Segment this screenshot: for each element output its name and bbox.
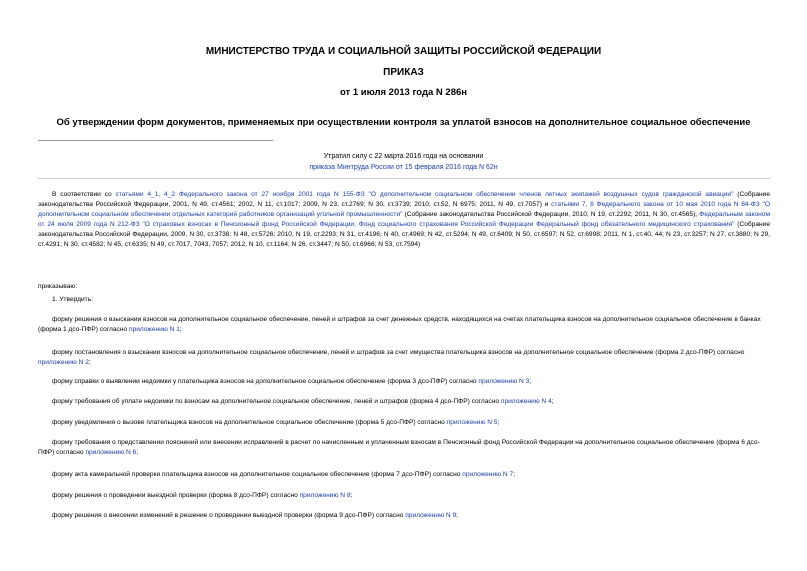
appendix-link[interactable]: приложению N 3 bbox=[478, 378, 530, 385]
divider bbox=[38, 178, 770, 179]
form-text: форму акта камеральной проверки плательщика взносов на дополнительное социальное обеспечение (форма 7 дсо-ПФР) согласно bbox=[52, 471, 463, 478]
repeal-note-link-line bbox=[0, 164, 807, 171]
form-item bbox=[38, 491, 770, 501]
form-item bbox=[38, 377, 770, 387]
appendix-link[interactable]: приложению N 8 bbox=[299, 492, 351, 499]
repeal-note: Утратил силу с 22 марта 2016 года на основании bbox=[323, 153, 484, 160]
form-item bbox=[38, 438, 770, 458]
appendix-link[interactable]: приложению N 2 bbox=[38, 359, 89, 366]
form-end: ; bbox=[551, 398, 554, 405]
form-item bbox=[38, 348, 770, 368]
form-text: форму решения о внесении изменений в решение о проведении выездной проверки (форма 9 дсо-ПФР) согласно bbox=[52, 512, 406, 519]
appendix-link[interactable]: приложению N 7 bbox=[462, 471, 514, 478]
form-end: ; bbox=[497, 419, 500, 426]
divider bbox=[38, 140, 273, 141]
form-end: ; bbox=[136, 449, 139, 456]
law-link-212fz[interactable]: Федеральным законом от 24 июля 2009 года N 212-ФЗ "О страховых взносах в Пенсионный фонд Российской Федерации, Фонд социального страхования Российской Федерации Федеральный фонд обязательного медицинского страхования" bbox=[38, 211, 770, 228]
preamble-paragraph bbox=[38, 190, 770, 250]
order-date: от 1 июля 2013 года N 286н bbox=[339, 87, 468, 98]
form-text: форму уведомления о вызове плательщика взносов на дополнительное социальное обеспечение (форма 5 дсо-ПФР) согласно bbox=[52, 419, 447, 426]
appendix-link[interactable]: приложению N 4 bbox=[500, 398, 552, 405]
approve-clause: 1. Утвердить: bbox=[52, 296, 93, 303]
law-link-84fz[interactable]: статьями 7, 8 Федерального закона от 10 мая 2010 года N 84-ФЗ "О дополнительном социальном обеспечении отдельных категорий работников организаций угольной промышленности" bbox=[38, 201, 770, 218]
preamble-text: В соответствии со bbox=[52, 191, 116, 198]
appendix-link[interactable]: приложению N 5 bbox=[446, 419, 498, 426]
preamble-text: (Собрание законодательства Российской Федерации, 2001, N 49, ст.4561; 2002, N 11, ст.1017; 2009, N 23, ст.2769; N 30, ст.3739; 2010, ст.52, N 6975; 2011, N 49, ст.7057) и bbox=[38, 191, 771, 208]
appendix-link[interactable]: приложению N 1 bbox=[129, 326, 180, 333]
form-item bbox=[38, 511, 770, 521]
preamble-text: (Собрание законодательства Российской Федерации, 2009, N 30, ст.3738; N 48, ст.5726; 2010, N 19, ст.2293; N 31, ст.4196; N 40, ст.4969; N 42, ст.5294; N 49, ст.6409; N 50, ст.6597; N 52, ст.6998; 2011, N 1, ст.40, 44; N 23, ст.3257; N 27, ст.3880; N 29, ст.4291; N 30, ст.4582; N 45, ст.6335; N 49, ст.7017, 7043, 7057; 2012, N 10, ст.1164; N 26, ст.3447; N 50, ст.6966; N 53, ст.7594) bbox=[38, 221, 770, 248]
form-text: форму требования о представлении пояснений или внесении исправлений в расчет по начисленным и уплаченным взносам в Пенсионный фонд Российской Федерации на дополнительное социальное обеспечение (форма 6 дсо-ПФР) согласно bbox=[38, 439, 760, 456]
form-end: ; bbox=[88, 359, 91, 366]
document-title: Об утверждении форм документов, применяемых при осуществлении контроля за уплатой взносов на дополнительное социальное обеспечение bbox=[56, 117, 751, 128]
form-item bbox=[38, 418, 770, 428]
form-text: форму справки о выявлении недоимки у плательщика взносов на дополнительное социальное обеспечение (форма 3 дсо-ПФР) согласно bbox=[52, 378, 479, 385]
form-end: ; bbox=[513, 471, 516, 478]
order-heading: ПРИКАЗ bbox=[383, 67, 424, 78]
form-item bbox=[38, 397, 770, 407]
ministry-heading: МИНИСТЕРСТВО ТРУДА И СОЦИАЛЬНОЙ ЗАЩИТЫ РОССИЙСКОЙ ФЕДЕРАЦИИ bbox=[205, 46, 602, 57]
form-end: ; bbox=[456, 512, 458, 519]
order-word: приказываю: bbox=[38, 283, 78, 290]
appendix-link[interactable]: приложению N 9 bbox=[405, 512, 457, 519]
repeal-order-link[interactable]: приказа Минтруда России от 15 февраля 2016 года N 62н bbox=[309, 164, 498, 171]
appendix-link[interactable]: приложению N 6 bbox=[85, 449, 137, 456]
preamble-text: (Собрание законодательства Российской Федерации, 2010, N 19, ст.2292; 2011, N 30, ст.4565), bbox=[402, 211, 700, 218]
form-text: форму решения о проведении выездной проверки (форма 8 дсо-ПФР) согласно bbox=[52, 492, 300, 499]
law-link-155fz[interactable]: статьями 4_1, 4_2 Федерального закона от 27 ноября 2001 года N 155-ФЗ "О дополнительном социальном обеспечении членов летных экипажей воздушных судов гражданской авиации" bbox=[115, 191, 734, 198]
form-end: ; bbox=[350, 492, 353, 499]
form-text: форму постановления о взыскании взносов на дополнительное социальное обеспечение, пеней и штрафов за счет имущества плательщика взносов на дополнительное социальное обеспечение (форма 2 дсо-ПФР) согласно bbox=[52, 349, 745, 356]
form-item bbox=[38, 315, 770, 335]
form-end: ; bbox=[529, 378, 532, 385]
form-end: ; bbox=[179, 326, 182, 333]
form-item bbox=[38, 470, 770, 480]
form-text: форму решения о взыскании взносов на дополнительное социальное обеспечение, пеней и штрафов за счет денежных средств, находящихся на счетах плательщика взносов на дополнительное социальное обеспечение в банках (форма 1 дсо-ПФР) согласно bbox=[38, 316, 761, 333]
form-text: форму требования об уплате недоимки по взносам на дополнительное социальное обеспечение, пеней и штрафов (форма 4 дсо-ПФР) согласно bbox=[52, 398, 501, 405]
